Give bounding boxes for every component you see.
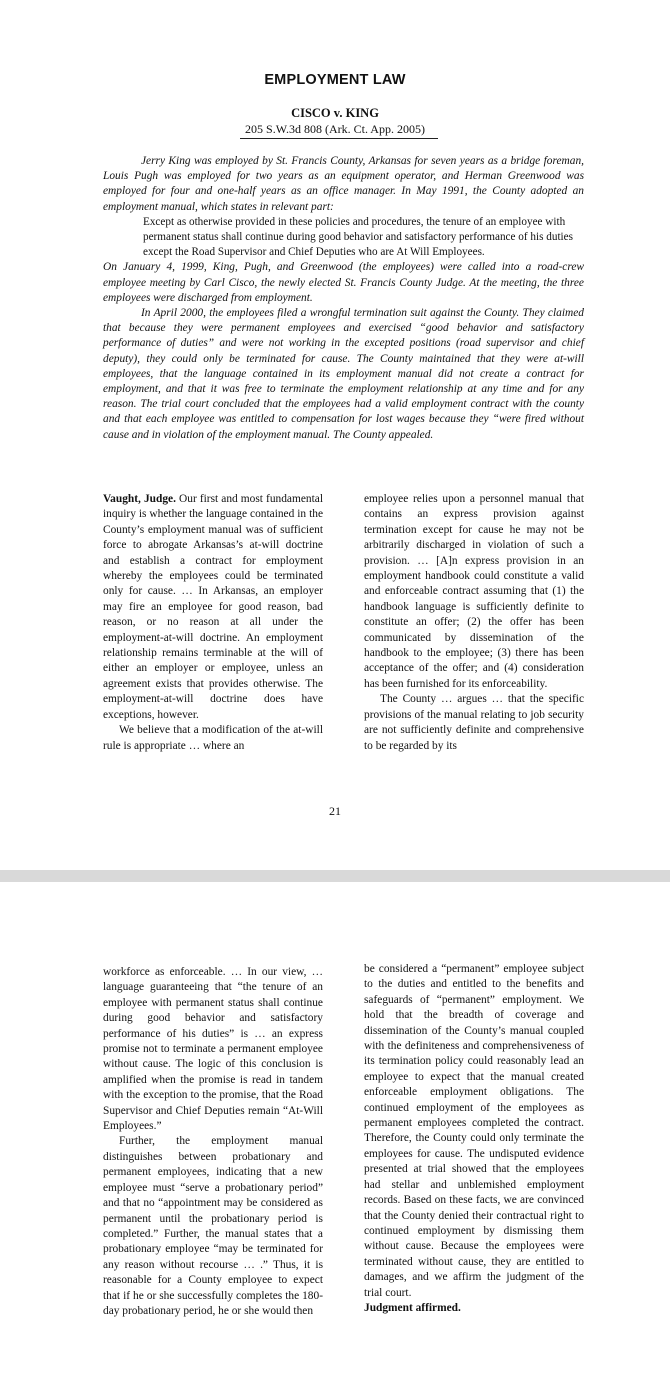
opinion-paragraph: We believe that a modification of the at-will rule is appropriate … where an	[103, 724, 323, 752]
opinion-paragraph: be considered a “permanent” employee subject to the duties and entitled to the benefits and safeguards of “permanent” employment. We hold that the breadth of coverage and dissemination of the County’s manual coupled with the definiteness and comprehensiveness of its termination policy could reasonably lead an employee to expect that the manual created enforceable employment obligations. The continued employment of the employees as permanent employees completed the contract. Therefore, the County could only terminate the employees for cause. The undisputed evidence presented at trial showed that the employees had stellar and unblemished employment records. Based on these facts, we are convinced that the County denied their contractual right to continued employment by dismissing them without cause. Because the employees were terminated without cause, they are entitled to damages, and we affirm the judgment of the trial court.	[364, 963, 584, 1299]
opinion-column-right	[364, 962, 584, 1316]
opinion-paragraph: employee relies upon a personnel manual that contains an express provision against termination except for cause he may not be arbitrarily discharged in violation of such a provision. … [A]n express provision in an employment handbook could constitute a valid and enforceable contract assuming that (1) the handbook language is sufficiently definite to constitute an offer; (2) the offer has been communicated by dissemination of the handbook to the employee; (3) there has been acceptance of the offer; and (4) consideration has been furnished for its enforceability.	[364, 493, 584, 690]
manual-quote: Except as otherwise provided in these policies and procedures, the tenure of an employee with permanent status shall continue during good behavior and satisfactory performance of his duties except the Road Supervisor and Chief Deputies who are At Will Employees.	[143, 215, 573, 259]
opinion-text: Our first and most fundamental inquiry is whether the language contained in the County’s employment manual was of sufficient force to abrogate Arkansas’s at-will doctrine and establish a contract for employment whereby the employees could be terminated only for cause. … In Arkansas, an employer may fire an employee for good reason, bad reason, or no reason at all under the employment-at-will doctrine. An employment relationship remains terminable at the will of either an employer or employee, unless an agreement exists that provides otherwise. The employment-at-will doctrine does have exceptions, however.	[103, 493, 323, 721]
case-citation: 205 S.W.3d 808 (Ark. Ct. App. 2005)	[245, 122, 425, 136]
document-title: EMPLOYMENT LAW	[264, 72, 406, 88]
citation-underline	[240, 138, 438, 139]
case-name: CISCO v. KING	[291, 106, 379, 120]
page-number: 21	[329, 804, 341, 818]
opinion-column-left	[103, 492, 323, 754]
opinion-paragraph: workforce as enforceable. … In our view, … language guaranteeing that “the tenure of an employee with permanent status shall continue during good behavior and satisfactory performance of his duties” is … an express promise not to terminate a permanent employee without cause. The logic of this conclusion is amplified when the promise is read in tandem with the exception to the promise, that the Road Supervisor and Chief Deputies remain “At-Will Employees.”	[103, 966, 323, 1133]
summary-paragraph-1: Jerry King was employed by St. Francis County, Arkansas for seven years as a bridge foreman, Louis Pugh was employed for two years as an equipment operator, and Herman Greenwood was employed for four and one-half years as an office manager. In May 1991, the County adopted an employment manual, which states in relevant part:	[103, 155, 584, 213]
judge-name: Vaught, Judge.	[103, 493, 176, 505]
summary-paragraph-3: In April 2000, the employees filed a wrongful termination suit against the County. They claimed that because they were permanent employees and exercised “good behavior and satisfactory performance of duties” and were not working in the excepted positions (road supervisor and chief deputy), they could only be terminated for cause. The County maintained that they were at-will employees, that the language contained in its employment manual did not create a contract for employment, and that it was free to terminate the employment relationship at any time and for any reason. The trial court concluded that the employees had a valid employment contract with the county and that each employee was entitled to compensation for lost wages because they “were fired without cause and in violation of the employment manual. The County appealed.	[103, 307, 584, 441]
opinion-paragraph: Further, the employment manual distinguishes between probationary and permanent employees, indicating that a new employee must “serve a probationary period” and that no “appointment may be considered as permanent until the probationary period is completed.” Further, the manual states that a probationary employee “may be terminated for any reason without recourse … .” Thus, it is reasonable for a County employee to expect that if he or she successfully completes the 180-day probationary period, he or she would then	[103, 1135, 323, 1317]
case-summary	[103, 154, 584, 443]
opinion-paragraph	[103, 492, 323, 723]
summary-paragraph-2: On January 4, 1999, King, Pugh, and Greenwood (the employees) were called into a road-crew employee meeting by Carl Cisco, the newly elected St. Francis County Judge. At the meeting, the three employees were discharged from employment.	[103, 261, 584, 304]
opinion-column-right	[364, 492, 584, 754]
opinion-paragraph: The County … argues … that the specific provisions of the manual relating to job security are not sufficiently definite and comprehensive to be regarded by its	[364, 693, 584, 752]
opinion-column-left	[103, 965, 323, 1319]
judgment-line: Judgment affirmed.	[364, 1301, 461, 1314]
